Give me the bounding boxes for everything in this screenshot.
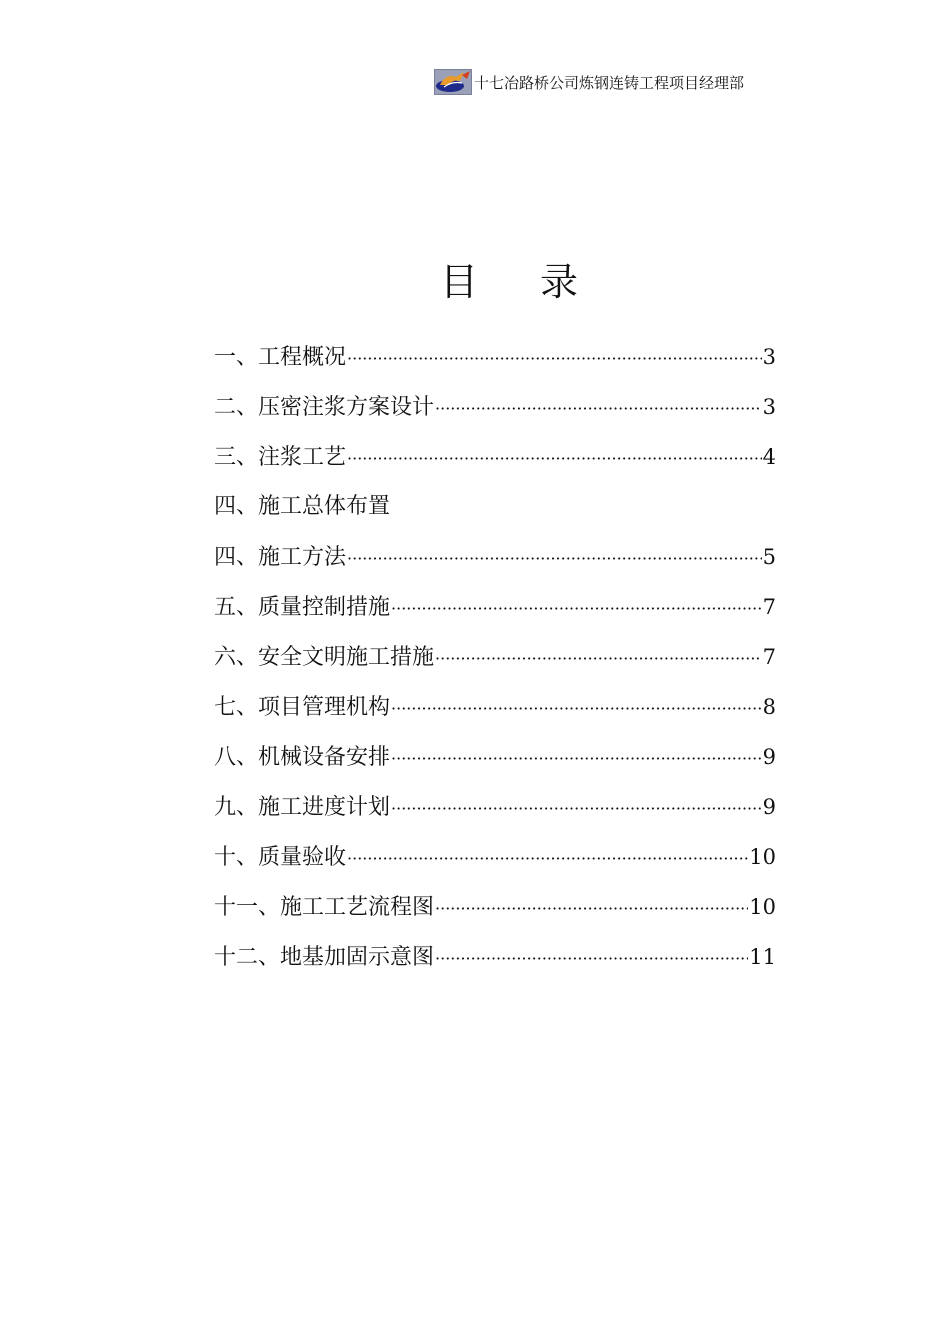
toc-dot-leader <box>347 834 748 884</box>
toc-entry-page: 7 <box>762 595 776 619</box>
toc-dot-leader <box>435 884 748 934</box>
toc-entry <box>214 332 776 382</box>
toc-dot-leader <box>391 734 762 784</box>
toc-entry-page: 9 <box>762 795 776 819</box>
toc-entry-page: 9 <box>762 745 776 769</box>
toc-entry <box>214 382 776 432</box>
toc-entry-page: 8 <box>762 695 776 719</box>
toc-entry-page: 10 <box>749 845 776 869</box>
toc-entry-label: 八、机械设备安排 <box>214 745 391 770</box>
toc-entry-label: 四、施工总体布置 <box>214 494 391 519</box>
title-char-1: 目 <box>439 260 478 304</box>
toc-entry-label: 十、质量验收 <box>214 845 347 870</box>
toc-entry-label: 六、安全文明施工措施 <box>214 645 435 670</box>
toc-dot-leader <box>435 934 748 984</box>
table-of-contents <box>214 332 776 982</box>
toc-entry-label: 四、施工方法 <box>214 545 347 570</box>
toc-entry <box>214 582 776 632</box>
toc-entry-label: 二、压密注浆方案设计 <box>214 395 435 420</box>
toc-entry <box>214 782 776 832</box>
toc-entry-page: 10 <box>749 895 776 919</box>
header-company-name: 十七冶路桥公司炼钢连铸工程项目经理部 <box>474 73 745 92</box>
toc-dot-leader <box>435 634 762 684</box>
company-logo-icon <box>434 69 472 95</box>
toc-entry-label: 三、注浆工艺 <box>214 445 347 470</box>
title-char-2: 录 <box>540 260 579 304</box>
toc-entry-page: 3 <box>762 395 776 419</box>
toc-entry-label: 一、工程概况 <box>214 345 347 370</box>
toc-entry-label: 十二、地基加固示意图 <box>214 945 435 970</box>
toc-dot-leader <box>435 384 762 434</box>
page-title <box>0 258 950 306</box>
toc-entry-page: 11 <box>749 945 776 969</box>
toc-dot-leader <box>347 534 762 584</box>
toc-dot-leader <box>347 334 762 384</box>
toc-entry <box>214 482 776 532</box>
toc-entry <box>214 632 776 682</box>
toc-entry-label: 九、施工进度计划 <box>214 795 391 820</box>
toc-entry <box>214 832 776 882</box>
toc-entry-page: 7 <box>762 645 776 669</box>
toc-dot-leader <box>391 584 762 634</box>
toc-entry <box>214 432 776 482</box>
toc-dot-leader <box>391 684 762 734</box>
toc-dot-leader <box>391 784 762 834</box>
toc-entry <box>214 882 776 932</box>
toc-entry-page: 5 <box>762 545 776 569</box>
toc-entry <box>214 532 776 582</box>
toc-entry-page: 4 <box>762 445 776 469</box>
toc-entry-label: 十一、施工工艺流程图 <box>214 895 435 920</box>
toc-entry-label: 五、质量控制措施 <box>214 595 391 620</box>
toc-entry <box>214 732 776 782</box>
page-header <box>434 68 794 96</box>
toc-dot-leader <box>347 434 762 484</box>
toc-entry-label: 七、项目管理机构 <box>214 695 391 720</box>
toc-entry-page: 3 <box>762 345 776 369</box>
toc-entry <box>214 682 776 732</box>
toc-entry <box>214 932 776 982</box>
